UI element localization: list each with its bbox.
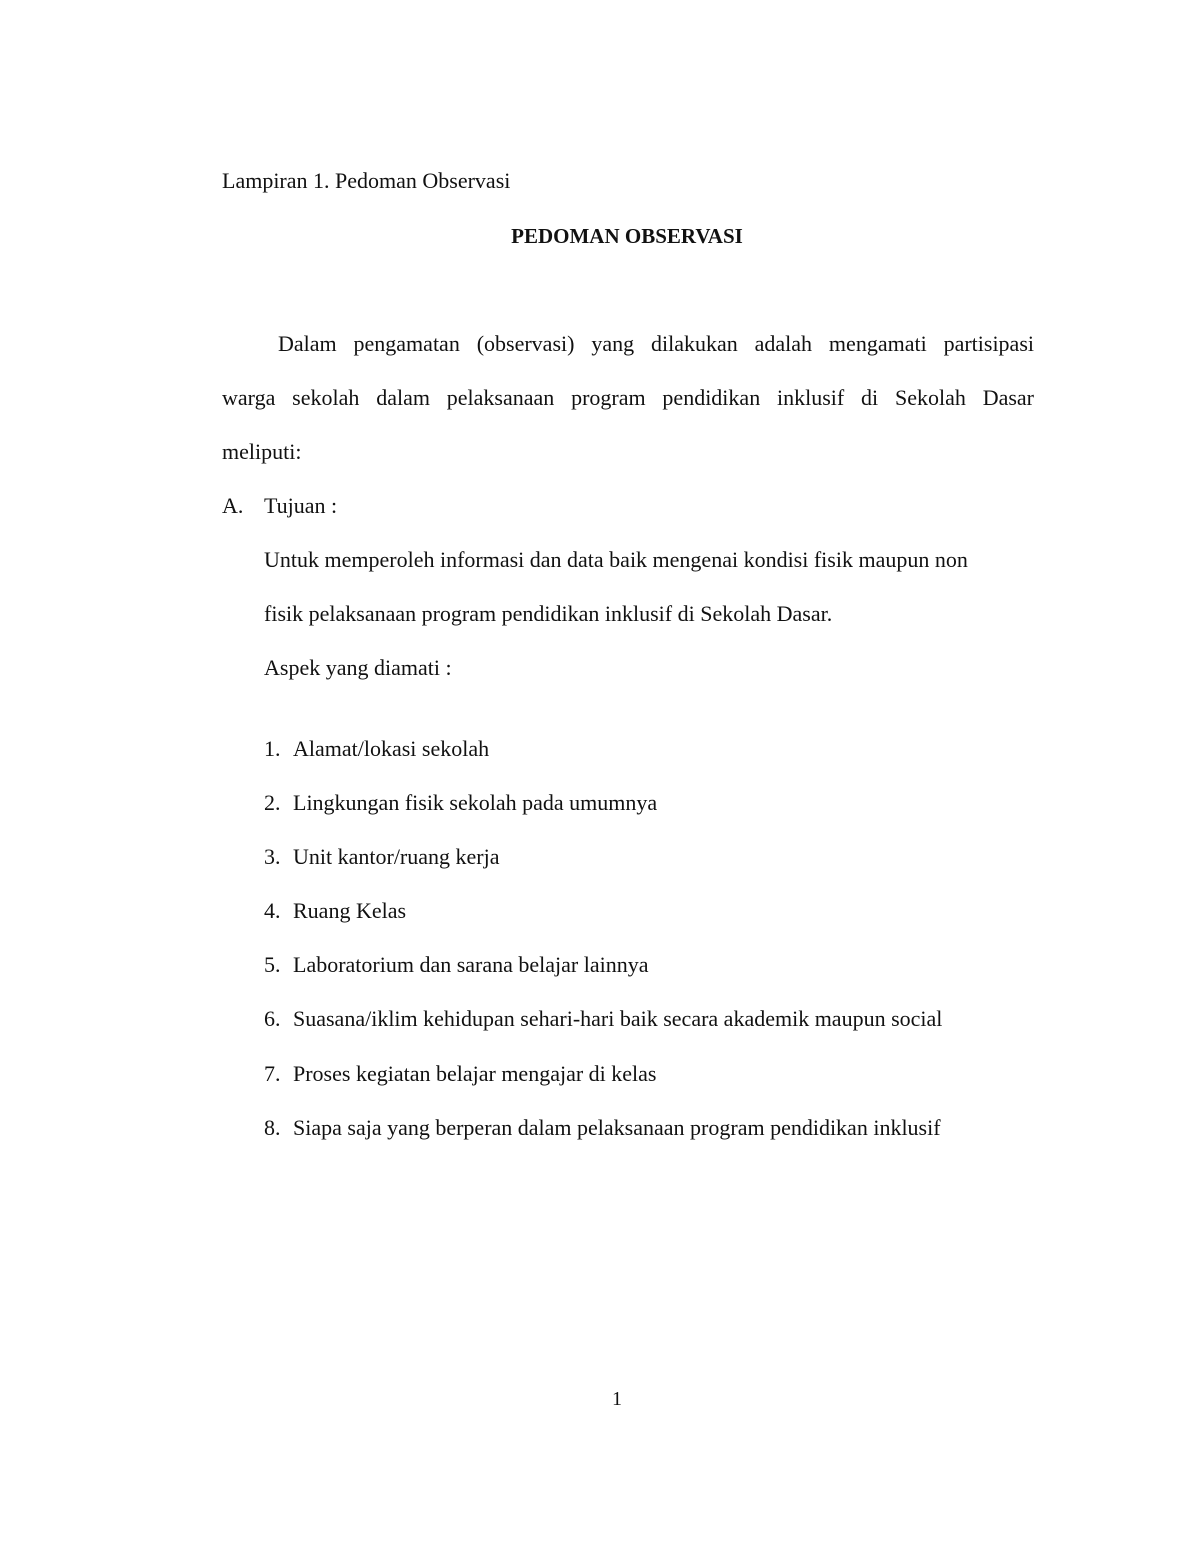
list-item-number: 1.	[264, 736, 281, 761]
list-item: Alamat/lokasi sekolah	[293, 736, 490, 761]
section-marker: A.	[222, 493, 244, 518]
list-item: Lingkungan fisik sekolah pada umumnya	[293, 790, 658, 815]
list-item-number: 7.	[264, 1061, 281, 1086]
list-item-number: 3.	[264, 844, 281, 869]
list-item: Ruang Kelas	[293, 898, 407, 923]
list-item: Unit kantor/ruang kerja	[293, 844, 500, 869]
list-item: Proses kegiatan belajar mengajar di kelas	[293, 1061, 657, 1086]
page-number: 1	[612, 1388, 622, 1410]
intro-line-2: warga sekolah dalam pelaksanaan program pendidikan inklusif di Sekolah Dasar	[222, 385, 1034, 410]
list-item-number: 5.	[264, 952, 281, 977]
list-item: Siapa saja yang berperan dalam pelaksanaan program pendidikan inklusif	[293, 1115, 941, 1140]
intro-line-3: meliputi:	[222, 439, 302, 464]
list-item-number: 6.	[264, 1006, 281, 1031]
list-item-number: 8.	[264, 1115, 281, 1140]
list-item: Laboratorium dan sarana belajar lainnya	[293, 952, 649, 977]
goal-line-1: Untuk memperoleh informasi dan data baik mengenai kondisi fisik maupun non	[264, 547, 968, 572]
document-title: PEDOMAN OBSERVASI	[511, 224, 743, 248]
aspect-heading: Aspek yang diamati :	[264, 655, 452, 680]
section-label: Tujuan :	[264, 493, 338, 518]
intro-line-1: Dalam pengamatan (observasi) yang dilakukan adalah mengamati partisipasi	[278, 331, 1034, 356]
list-item-number: 4.	[264, 898, 281, 923]
list-item-number: 2.	[264, 790, 281, 815]
list-item: Suasana/iklim kehidupan sehari-hari baik secara akademik maupun social	[293, 1006, 943, 1031]
attachment-caption: Lampiran 1. Pedoman Observasi	[222, 168, 511, 193]
goal-line-2: fisik pelaksanaan program pendidikan inklusif di Sekolah Dasar.	[264, 601, 833, 626]
